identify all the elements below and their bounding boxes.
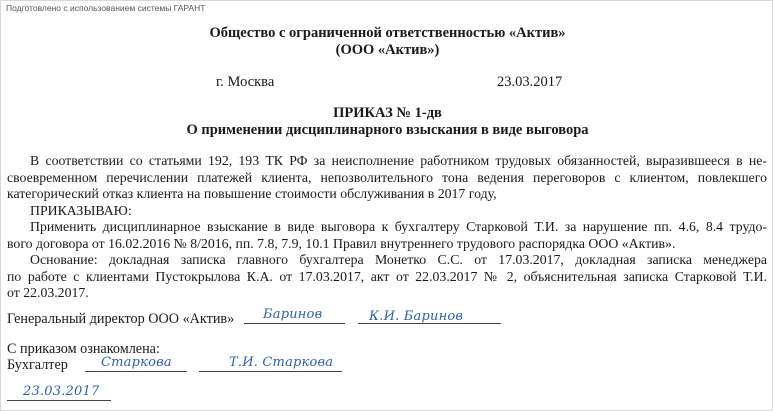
organization-full-name: Общество с ограниченной ответственностью «Актив» (209, 25, 566, 41)
accountant-name-line (199, 371, 342, 372)
order-word: ПРИКАЗЫВАЮ: (30, 203, 132, 218)
preamble-line: В соответствии со статьями 192, 193 ТК РФ за неисполнение работником трудовых обязанностей, выразившееся в не- (30, 153, 767, 168)
preamble-line: категорический отказ клиента на повышение стоимости обслуживания в 2017 году, (7, 186, 497, 201)
directive-line: вого договора от 16.02.2016 № 8/2016, пп. 7.8, 7.9, 10.1 Правил внутреннего трудового распорядка ООО «Актив». (7, 235, 676, 251)
director-name-handwritten: К.И. Баринов (369, 309, 464, 324)
accountant-signature-line (85, 371, 187, 372)
basis-line: по работе с клиентами Пустокрылова К.А. от 17.03.2017, акт от 22.03.2017 № 2, объяснительная записка Старковой Т.И. (7, 268, 767, 284)
acquainted-date-handwritten: 23.03.2017 (23, 384, 100, 399)
preamble-paragraph (7, 153, 767, 203)
accountant-label: Бухгалтер (7, 357, 68, 373)
preamble-line: своевременном перечислении платежей клиента, непозволительного тона ведения переговоров с клиентом, повлекшего (7, 169, 767, 185)
basis-line: от 22.03.2017. (7, 285, 89, 300)
acquainted-date-line (7, 400, 111, 401)
organization-short-name: (ООО «Актив») (335, 42, 440, 58)
basis-paragraph (7, 252, 767, 302)
order-subject: О применении дисциплинарного взыскания в виде выговора (186, 122, 589, 138)
basis-line: Основание: докладная записка главного бухгалтера Монетко С.С. от 17.03.2017, докладная записка менеджера (30, 252, 767, 267)
accountant-signature: Старкова (101, 355, 172, 370)
directive-paragraph (7, 219, 767, 252)
director-signature: Баринов (263, 307, 323, 322)
acquainted-label: С приказом ознакомлена: (7, 341, 160, 357)
garant-watermark: Подготовлено с использованием системы ГАРАНТ (6, 3, 206, 13)
director-label: Генеральный директор ООО «Актив» (7, 311, 235, 327)
accountant-name-handwritten: Т.И. Старкова (229, 355, 334, 370)
order-title: ПРИКАЗ № 1-дв (333, 105, 442, 121)
order-word-paragraph (7, 203, 767, 220)
directive-line: Применить дисциплинарное взыскание в виде выговора к бухгалтеру Старковой Т.И. за нарушение пп. 4.6, 8.4 трудо- (30, 219, 767, 234)
director-signature-line (244, 323, 345, 324)
document-city: г. Москва (216, 74, 275, 90)
document-date: 23.03.2017 (497, 74, 563, 90)
